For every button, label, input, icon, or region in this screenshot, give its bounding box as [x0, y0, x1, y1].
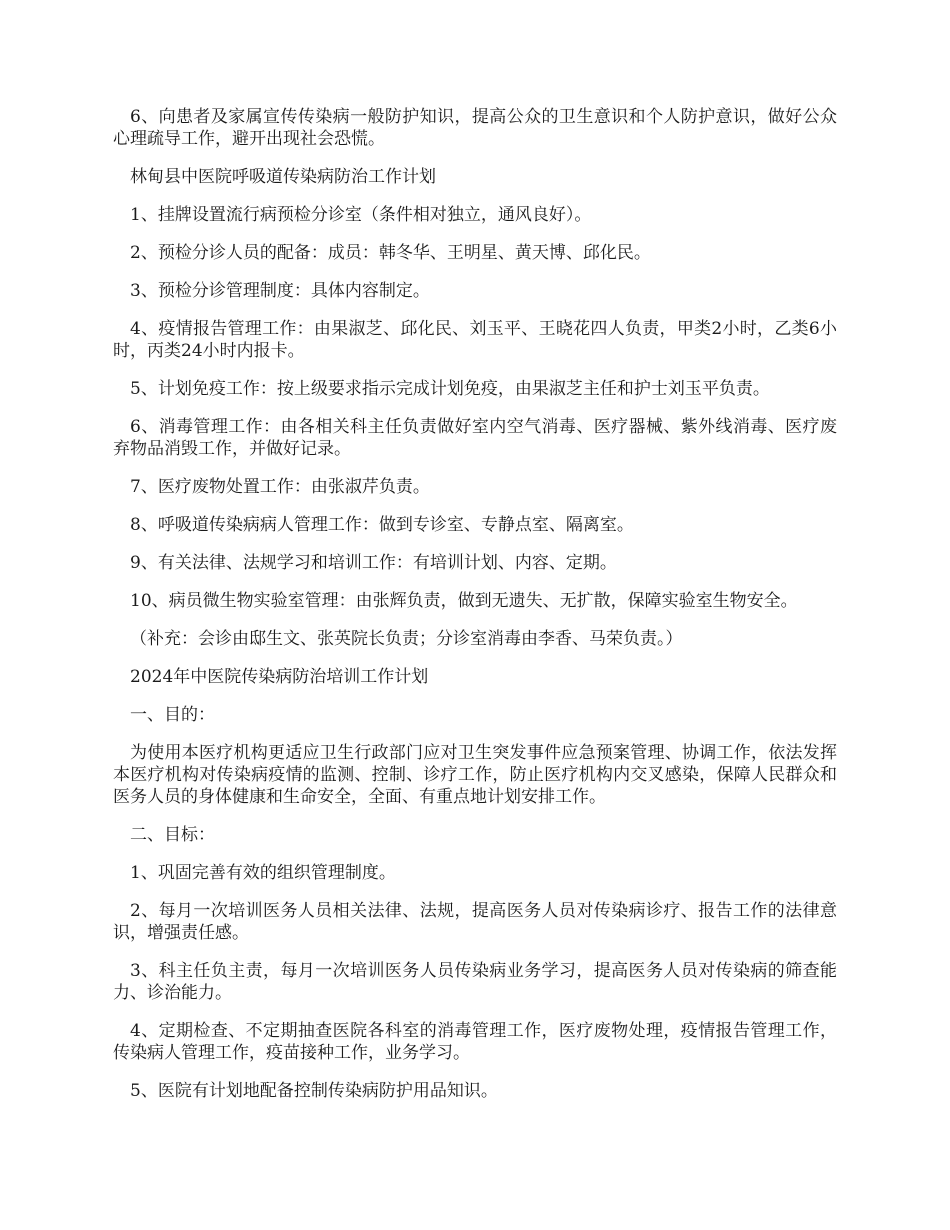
- paragraph-4: 2、预检分诊人员的配备：成员：韩冬华、王明星、黄天博、邱化民。: [130, 243, 651, 263]
- paragraph-6: 4、疫情报告管理工作：由果淑芝、邱化民、刘玉平、王晓花四人负责，甲类2小时，乙类6小时，丙类24小时内报卡。: [113, 319, 837, 361]
- paragraph-11: 9、有关法律、法规学习和培训工作：有培训计划、内容、定期。: [130, 553, 617, 573]
- paragraph-goal-2: 2、每月一次培训医务人员相关法律、法规，提高医务人员对传染病诊疗、报告工作的法律意识，增强责任感。: [113, 901, 837, 943]
- document-page: [113, 106, 837, 1118]
- paragraph-8: 6、消毒管理工作：由各相关科主任负责做好室内空气消毒、医疗器械、紫外线消毒、医疗废弃物品消毁工作，并做好记录。: [113, 417, 837, 459]
- paragraph-goal-4: 4、定期检查、不定期抽查医院各科室的消毒管理工作，医疗废物处理，疫情报告管理工作，传染病人管理工作，疫苗接种工作，业务学习。: [113, 1021, 837, 1063]
- heading-purpose: 一、目的：: [130, 705, 215, 725]
- paragraph-7: 5、计划免疫工作：按上级要求指示完成计划免疫，由果淑芝主任和护士刘玉平负责。: [130, 379, 770, 399]
- paragraph-1: 6、向患者及家属宣传传染病一般防护知识，提高公众的卫生意识和个人防护意识，做好公众心理疏导工作，避开出现社会恐慌。: [113, 107, 837, 149]
- section-title-respiratory-plan: 林甸县中医院呼吸道传染病防治工作计划: [130, 167, 436, 187]
- section-title-training-plan: 2024年中医院传染病防治培训工作计划: [130, 667, 429, 687]
- heading-goals: 二、目标：: [130, 825, 215, 845]
- paragraph-9: 7、医疗废物处置工作：由张淑芹负责。: [130, 477, 430, 497]
- paragraph-10: 8、呼吸道传染病病人管理工作：做到专诊室、专静点室、隔离室。: [130, 515, 634, 535]
- paragraph-5: 3、预检分诊管理制度：具体内容制定。: [130, 281, 430, 301]
- paragraph-goal-1: 1、巩固完善有效的组织管理制度。: [130, 863, 396, 883]
- paragraph-3: 1、挂牌设置流行病预检分诊室（条件相对独立，通风良好）。: [130, 205, 592, 225]
- paragraph-supplement: （补充：会诊由邸生文、张英院长负责；分诊室消毒由李香、马荣负责。）: [130, 629, 683, 649]
- paragraph-goal-3: 3、科主任负主责，每月一次培训医务人员传染病业务学习，提高医务人员对传染病的筛查能力、诊治能力。: [113, 961, 837, 1003]
- paragraph-goal-5: 5、医院有计划地配备控制传染病防护用品知识。: [130, 1081, 498, 1101]
- paragraph-purpose: 为使用本医疗机构更适应卫生行政部门应对卫生突发事件应急预案管理、协调工作，依法发挥本医疗机构对传染病疫情的监测、控制、诊疗工作，防止医疗机构内交叉感染，保障人民群众和医务人员的身体健康和生命安全，全面、有重点地计划安排工作。: [113, 743, 837, 807]
- paragraph-12: 10、病员微生物实验室管理：由张辉负责，做到无遗失、无扩散，保障实验室生物安全。: [130, 591, 798, 611]
